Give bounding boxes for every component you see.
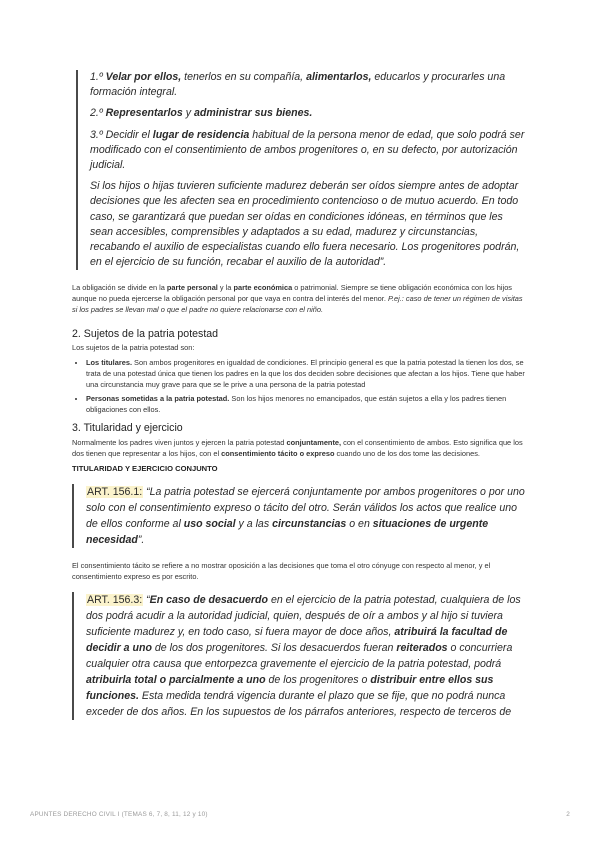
section-3-heading: 3. Titularidad y ejercicio [72, 422, 183, 435]
document-page [72, 70, 528, 720]
quote-item-1: 1.º Velar por ellos, tenerlos en su compañía, alimentarlos, educarlos y procurarles una formación integral. [90, 71, 506, 99]
article-quote-block [76, 70, 528, 270]
quote-item-4: Si los hijos o hijas tuvieren suficiente madurez deberán ser oídos siempre antes de adoptar decisiones que les afecten sea en procedimiento contencioso o de mutuo acuerdo. En todo caso, se garantizará que puedan ser oídas en condiciones idóneas, en términos que les sean accesibles, comprensibles y adaptados a su edad, madurez y circunstancias, recabando el auxilio de especialistas cuando ello fuera necesario. Los progenitores podrán, en el ejercicio de su función, recabar el auxilio de la autoridad”. [90, 180, 520, 269]
article-label: ART. 156.3: [87, 594, 143, 607]
article-156-3-block: ART. 156.3: “En caso de desacuerdo en el ejercicio de la patria potestad, cualquiera de los dos podrá acudir a la autoridad judicial, quien, después de oír a ambos y al hijo si tuviera suficiente madurez y, en todo caso, si fuera mayor de doce años, atribuirá la facultad de decidir a uno de los dos progenitores. Si los desacuerdos fueran reiterados o concurriera cualquier otra causa que entorpezca gravemente el ejercicio de la patria potestad, podrá atribuirla total o parcialmente a uno de los progenitores o distribuir entre ellos sus funciones. Esta medida tendrá vigencia durante el plazo que se fije, que no podrá nunca exceder de dos años. En los supuestos de los párrafos anteriores, respecto de terceros de [72, 592, 528, 720]
page-footer [30, 811, 570, 818]
list-item: • Los titulares. Son ambos progenitores en igualdad de condiciones. El principio general es que la patria potestad la tienen los dos, se trata de una potestad única que tienen los padres en la que los dos deciden sobre decisiones que afectan a los hijos. Tiene que haber una circunstancia muy grave para que se le prive a una persona de la patria potestad [86, 357, 528, 390]
article-156-1-block: ART. 156.1: “La patria potestad se ejercerá conjuntamente por ambos progenitores o por uno solo con el consentimiento expreso o tácito del otro. Serán válidos los actos que realice uno de ellos conforme al uso social y a las circunstancias o en situaciones de urgente necesidad”. [72, 484, 528, 548]
obligation-paragraph: La obligación se divide en la parte personal y la parte económica o patrimonial. Siempre se tiene obligación económica con los hijos aunque no pueda ejercerse la obligación personal por que vaya en contra del interés del menor. P.ej.: caso de tener un régimen de visitas si los padres se llevan mal o que el padre no quiere relacionarse con el niño. [72, 283, 523, 315]
footer-title: APUNTES DERECHO CIVIL I (TEMAS 6, 7, 8, 11, 12 y 10) [30, 811, 208, 818]
article-label: ART. 156.1: [87, 486, 143, 499]
subjects-list [72, 357, 528, 415]
section-2-heading: 2. Sujetos de la patria potestad [72, 328, 219, 341]
section-3-paragraph: Normalmente los padres viven juntos y ejercen la patria potestad conjuntamente, con el consentimiento de ambos. Esto significa que los dos tienen que representar a los hijos, con el consentimiento tácito o expreso cuando uno de los dos tome las decisiones. [72, 438, 523, 459]
section-2-intro: Los sujetos de la patria potestad son: [72, 343, 195, 353]
quote-item-3: 3.º Decidir el lugar de residencia habitual de la persona menor de edad, que solo podrá ser modificado con el consentimiento de ambos progenitores o, en su defecto, por autorización judicial. [90, 128, 525, 172]
quote-item-2: 2.º Representarlos y administrar sus bienes. [90, 107, 313, 120]
list-item: • Personas sometidas a la patria potestad. Son los hijos menores no emancipados, que están sujetos a ella y los padres tienen obligaciones con ellos. [86, 393, 528, 415]
page-number: 2 [566, 811, 570, 818]
section-3-subheading: TITULARIDAD Y EJERCICIO CONJUNTO [72, 464, 218, 474]
tacit-consent-paragraph: El consentimiento tácito se refiere a no mostrar oposición a las decisiones que toma el otro cónyuge con respecto al menor, y el consentimiento expreso es por escrito. [72, 561, 491, 582]
